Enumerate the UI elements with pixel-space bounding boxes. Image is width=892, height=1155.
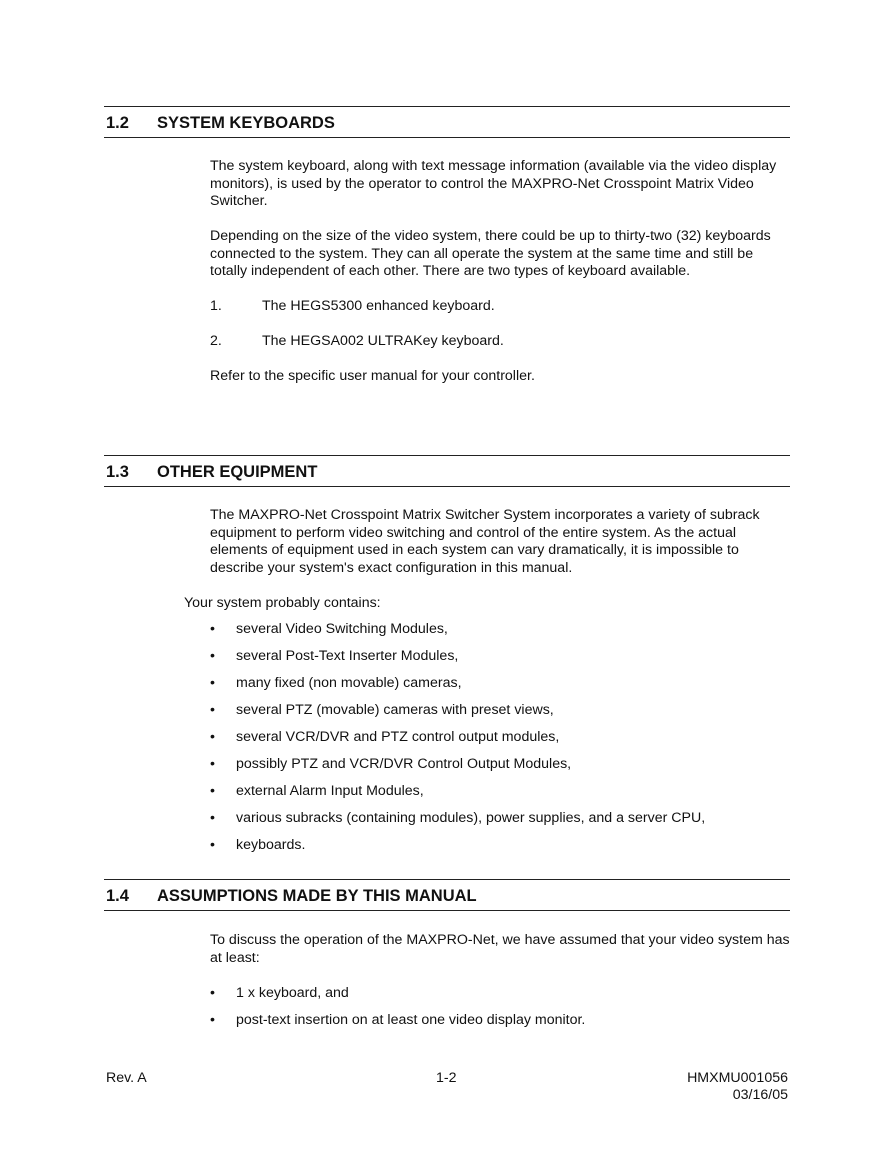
footer-revision: Rev. A (106, 1070, 147, 1086)
list-item: • many fixed (non movable) cameras, (210, 675, 462, 691)
bullet-icon: • (210, 1012, 215, 1028)
item-text: The HEGS5300 enhanced keyboard. (262, 298, 495, 314)
section-title: OTHER EQUIPMENT (157, 463, 318, 481)
paragraph: To discuss the operation of the MAXPRO-Net, we have assumed that your video system has at least: (210, 932, 790, 966)
footer-date: 03/16/05 (732, 1087, 788, 1103)
footer-doc-id: HMXMU001056 (687, 1070, 788, 1086)
list-item: • several Post-Text Inserter Modules, (210, 648, 459, 664)
list-item: • several VCR/DVR and PTZ control output modules, (210, 729, 560, 745)
list-item: • external Alarm Input Modules, (210, 783, 424, 799)
section-number: 1.2 (106, 114, 129, 132)
section-heading-1-4 (104, 879, 790, 911)
bullet-icon: • (210, 675, 215, 691)
bullet-icon: • (210, 837, 215, 853)
section-number: 1.3 (106, 463, 129, 481)
bullet-icon: • (210, 756, 215, 772)
list-item: • 1 x keyboard, and (210, 985, 349, 1001)
bullet-icon: • (210, 729, 215, 745)
section-title: ASSUMPTIONS MADE BY THIS MANUAL (157, 887, 477, 905)
list-item: • possibly PTZ and VCR/DVR Control Output Modules, (210, 756, 572, 772)
paragraph: Depending on the size of the video system, there could be up to thirty-two (32) keyboards connected to the system. They can all operate the system at the same time and still be totally independent of each other. There are two types of keyboard available. (210, 228, 771, 280)
list-intro: Your system probably contains: (184, 595, 381, 611)
section-number: 1.4 (106, 887, 129, 905)
bullet-icon: • (210, 810, 215, 826)
item-text: The HEGSA002 ULTRAKey keyboard. (262, 333, 504, 349)
list-item: • post-text insertion on at least one video display monitor. (210, 1012, 586, 1028)
list-item: • several PTZ (movable) cameras with preset views, (210, 702, 554, 718)
bullet-icon: • (210, 783, 215, 799)
assumptions-list (210, 985, 790, 1039)
paragraph: The system keyboard, along with text message information (available via the video display monitors), is used by the operator to control the MAXPRO-Net Crosspoint Matrix Video Switcher. (210, 158, 777, 210)
paragraph: The MAXPRO-Net Crosspoint Matrix Switcher System incorporates a variety of subrack equipment to perform video switching and control of the entire system. As the actual elements of equipment used in each system can vary dramatically, it is impossible to describe your system's exact configuration in this manual. (210, 507, 760, 576)
section-heading-1-3 (104, 455, 790, 487)
bullet-icon: • (210, 985, 215, 1001)
item-number: 2. (210, 333, 222, 349)
equipment-list (210, 621, 790, 864)
bullet-icon: • (210, 621, 215, 637)
footer-page-number: 1-2 (436, 1070, 457, 1086)
paragraph: Refer to the specific user manual for your controller. (210, 368, 535, 384)
bullet-icon: • (210, 648, 215, 664)
item-number: 1. (210, 298, 222, 314)
list-item: • keyboards. (210, 837, 306, 853)
bullet-icon: • (210, 702, 215, 718)
list-item: • various subracks (containing modules), power supplies, and a server CPU, (210, 810, 706, 826)
list-item: • several Video Switching Modules, (210, 621, 448, 637)
section-title: SYSTEM KEYBOARDS (157, 114, 335, 132)
section-heading-1-2 (104, 106, 790, 138)
